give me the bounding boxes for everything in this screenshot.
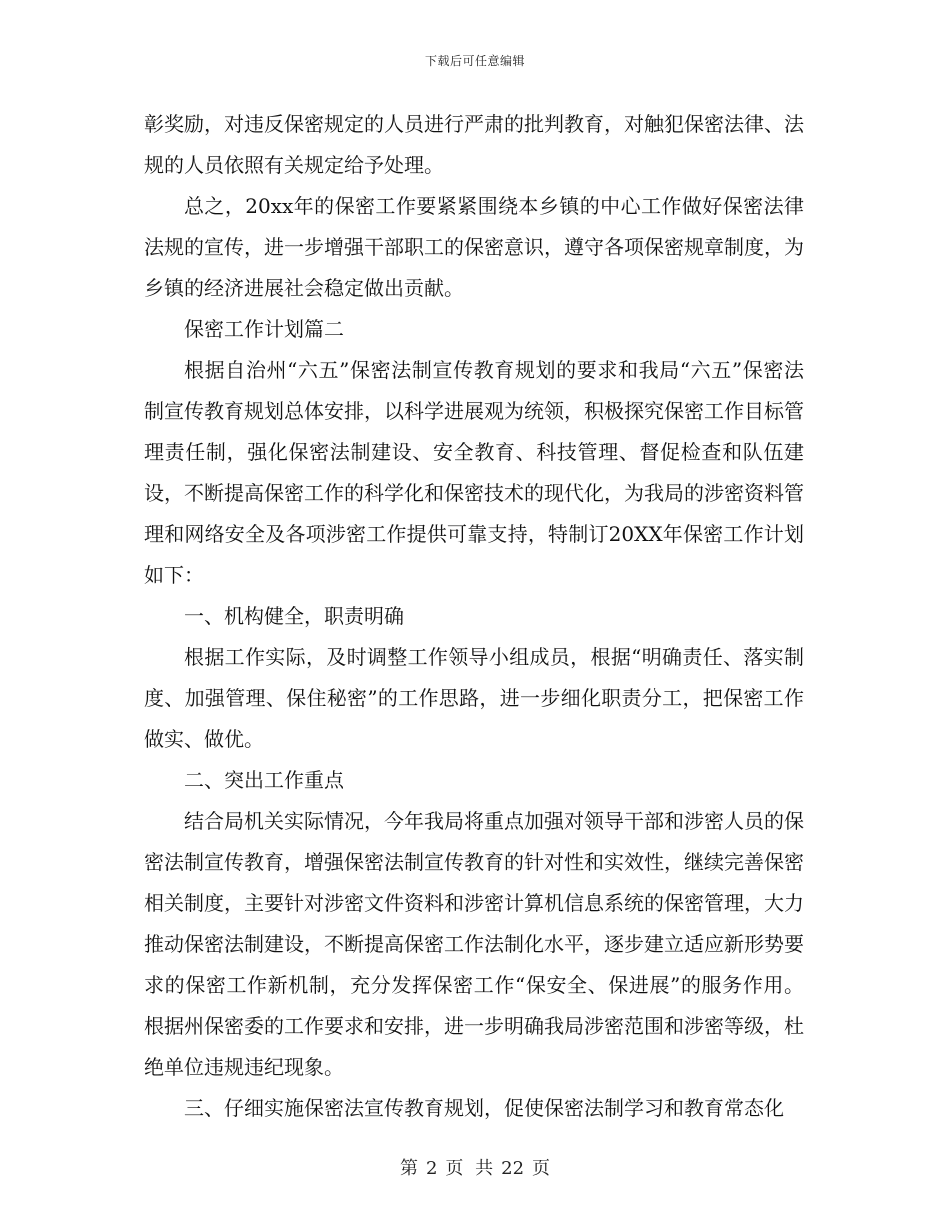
footer-prefix: 第 <box>399 1158 418 1179</box>
document-body <box>144 104 804 1129</box>
section-heading: 一、机构健全，职责明确 <box>184 604 404 628</box>
footer-current-page: 2 <box>425 1158 438 1179</box>
paragraph: 根据自治州“六五”保密法制宣传教育规划的要求和我局“六五”保密法制宣传教育规划总体安排，以科学进展观为统领，积极探究保密工作目标管理责任制，强化保密法制建设、安全教育、科技管理、督促检查和队伍建设，不断提高保密工作的科学化和保密技术的现代化，为我局的涉密资料管理和网络安全及各项涉密工作提供可靠支持，特制订20XX年保密工作计划如下： <box>144 358 804 587</box>
paragraph: 根据工作实际，及时调整工作领导小组成员，根据“明确责任、落实制度、加强管理、保住秘密”的工作思路，进一步细化职责分工，把保密工作做实、做优。 <box>144 645 804 751</box>
page-footer <box>0 1154 950 1180</box>
section-title: 保密工作计划篇二 <box>184 317 344 341</box>
paragraph: 结合局机关实际情况，今年我局将重点加强对领导干部和涉密人员的保密法制宣传教育，增强保密法制宣传教育的针对性和实效性，继续完善保密相关制度，主要针对涉密文件资料和涉密计算机信息系统的保密管理，大力推动保密法制建设，不断提高保密工作法制化水平，逐步建立适应新形势要求的保密工作新机制，充分发挥保密工作“保安全、保进展”的服务作用。根据州保密委的工作要求和安排，进一步明确我局涉密范围和涉密等级，杜绝单位违规违纪现象。 <box>144 809 804 1079</box>
page-header: 下载后可任意编辑 <box>424 54 525 68</box>
footer-middle: 页 共 <box>445 1158 494 1179</box>
section-heading: 三、仔细实施保密法宣传教育规划，促使保密法制学习和教育常态化 <box>184 1096 784 1120</box>
paragraph: 彰奖励，对违反保密规定的人员进行严肃的批判教育，对触犯保密法律、法规的人员依照有关规定给予处理。 <box>144 112 804 177</box>
paragraph: 总之，20xx年的保密工作要紧紧围绕本乡镇的中心工作做好保密法律法规的宣传，进一步增强干部职工的保密意识，遵守各项保密规章制度，为乡镇的经济进展社会稳定做出贡献。 <box>144 194 804 300</box>
footer-suffix: 页 <box>532 1158 551 1179</box>
section-heading: 二、突出工作重点 <box>184 768 344 792</box>
footer-total-pages: 22 <box>501 1158 525 1179</box>
